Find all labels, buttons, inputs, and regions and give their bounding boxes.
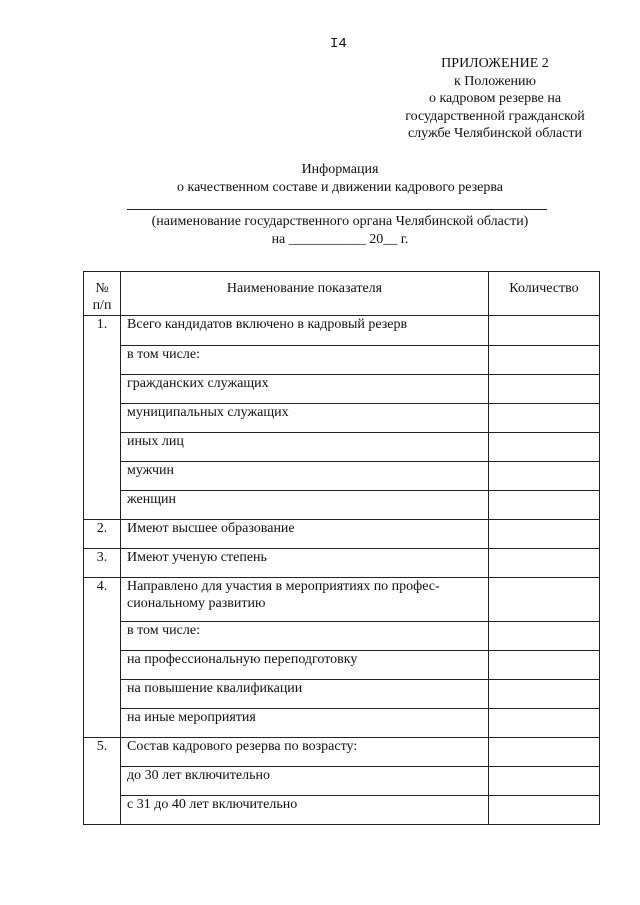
quantity-cell[interactable] [489,433,600,462]
quantity-cell[interactable] [489,375,600,404]
quantity-cell[interactable] [489,346,600,375]
row-number: 5. [84,738,121,825]
table-body [84,316,600,825]
title-line: Информация [301,162,379,177]
indicator-name: иных лиц [121,433,489,462]
indicator-name: женщин [121,491,489,520]
table-row [84,346,600,375]
header-indicator: Наименование показателя [121,272,489,316]
appendix-line: государственной гражданской [405,108,585,124]
indicator-name: с 31 до 40 лет включительно [121,796,489,825]
table-row [84,622,600,651]
quantity-cell[interactable] [489,796,600,825]
quantity-cell[interactable] [489,491,600,520]
table-row [84,578,600,622]
table-row [84,738,600,767]
indicator-name: в том числе: [121,622,489,651]
table-row [84,433,600,462]
quantity-cell[interactable] [489,520,600,549]
indicator-name: мужчин [121,462,489,491]
table-row [84,520,600,549]
quantity-cell[interactable] [489,549,600,578]
quantity-cell[interactable] [489,462,600,491]
quantity-cell[interactable] [489,316,600,346]
table-row [84,680,600,709]
row-number: 3. [84,549,121,578]
indicator-name: в том числе: [121,346,489,375]
table-row [84,767,600,796]
quantity-cell[interactable] [489,680,600,709]
subtitle-line: о качественном составе и движении кадрового резерва [176,179,504,195]
table-header-row [84,272,600,316]
indicator-name: Имеют ученую степень [121,549,489,578]
table-row [84,404,600,433]
table-row [84,316,600,346]
appendix-line: к Положению [453,73,536,89]
row-number: 4. [84,578,121,738]
indicator-name: Имеют высшее образование [121,520,489,549]
table-row [84,549,600,578]
quantity-cell[interactable] [489,622,600,651]
quantity-cell[interactable] [489,767,600,796]
table-row [84,491,600,520]
table-row [84,796,600,825]
table-row [84,651,600,680]
indicator-name: Всего кандидатов включено в кадровый резерв [121,316,489,346]
report-table [83,271,600,825]
table-row [84,709,600,738]
indicator-name: Направлено для участия в мероприятиях по профес- сиональному развитию [121,578,489,622]
quantity-cell[interactable] [489,651,600,680]
quantity-cell[interactable] [489,578,600,622]
row-number: 2. [84,520,121,549]
header-number: № п/п [84,272,121,316]
indicator-name: на иные мероприятия [121,709,489,738]
row-number: 1. [84,316,121,520]
table-row [84,375,600,404]
date-line: на ___________ 20__ г. [271,232,409,247]
appendix-header [380,55,610,143]
appendix-line: о кадровом резерве на [428,91,562,107]
organization-caption: (наименование государственного органа Челябинской области) [151,214,529,229]
organization-blank-line [127,209,547,210]
appendix-line: ПРИЛОЖЕНИЕ 2 [441,56,549,71]
table-row [84,462,600,491]
quantity-cell[interactable] [489,404,600,433]
page-number: I4 [330,36,347,52]
quantity-cell[interactable] [489,709,600,738]
indicator-name: Состав кадрового резерва по возрасту: [121,738,489,767]
indicator-name: до 30 лет включительно [121,767,489,796]
indicator-name: гражданских служащих [121,375,489,404]
appendix-line: службе Челябинской области [407,126,583,142]
indicator-name: на профессиональную переподготовку [121,651,489,680]
quantity-cell[interactable] [489,738,600,767]
indicator-name: на повышение квалификации [121,680,489,709]
header-quantity: Количество [489,272,600,316]
document-title [110,161,570,196]
indicator-name: муниципальных служащих [121,404,489,433]
